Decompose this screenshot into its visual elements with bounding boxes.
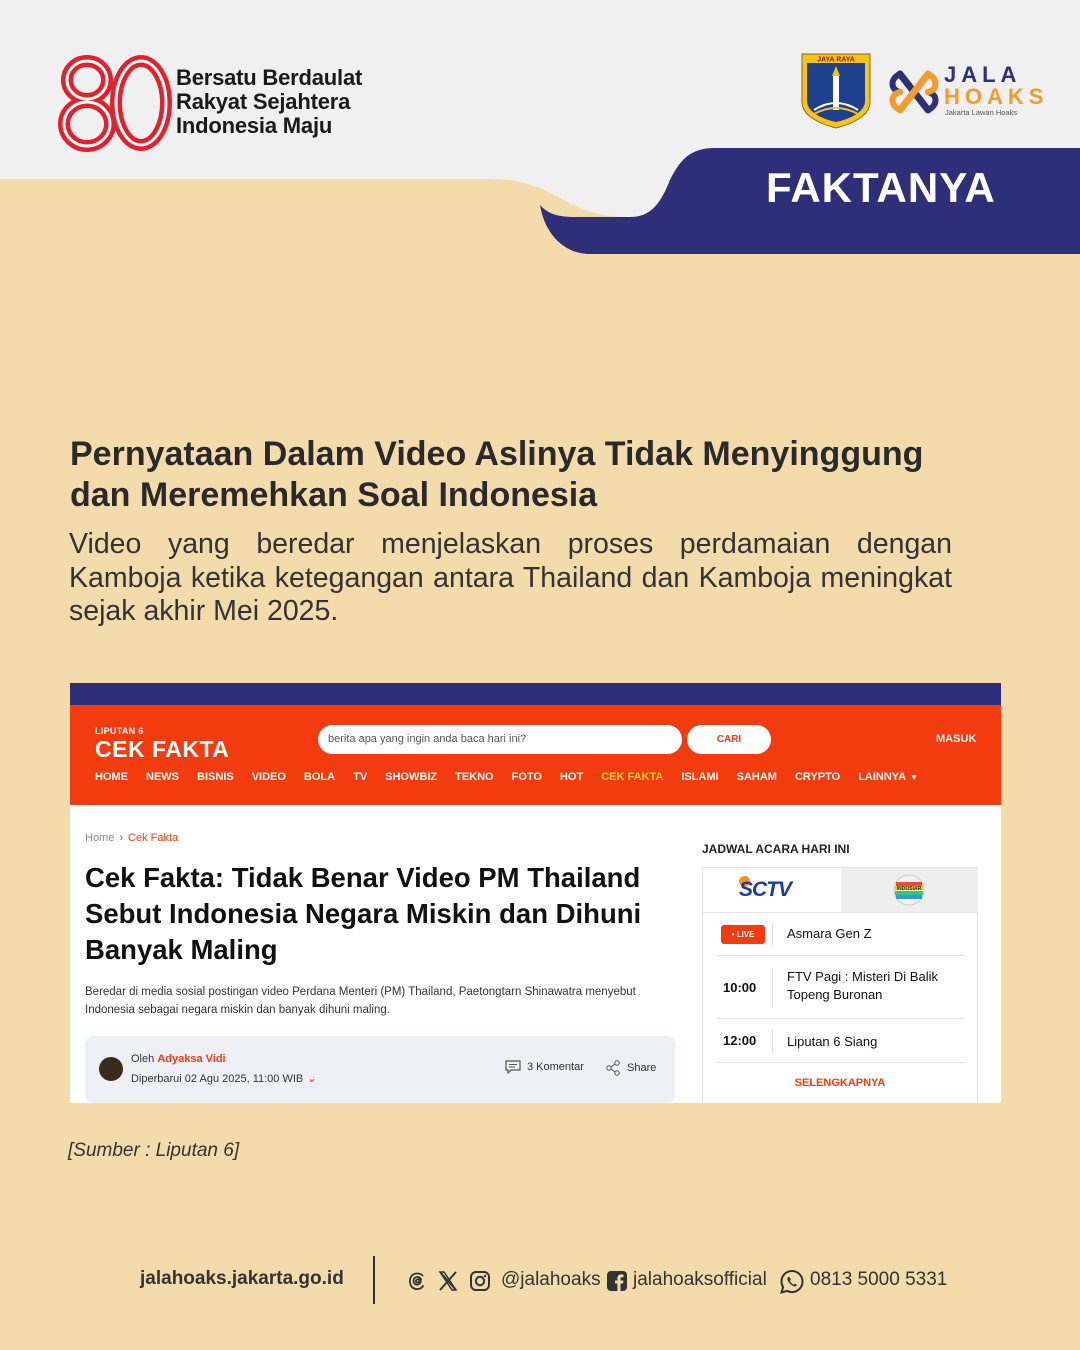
anniversary-80-logo: [58, 54, 172, 152]
schedule-time: 10:00: [723, 980, 757, 995]
menu-item-home[interactable]: HOME: [95, 771, 128, 783]
live-badge: • LIVE: [721, 925, 765, 944]
see-more-link[interactable]: SELENGKAPNYA: [794, 1077, 886, 1089]
schedule-row[interactable]: [717, 1019, 965, 1063]
tab-sctv[interactable]: [703, 868, 841, 912]
cek-fakta-logo[interactable]: CEK FAKTA: [95, 736, 230, 762]
row-divider: [772, 1029, 773, 1053]
indosiar-logo: [892, 874, 926, 906]
jala-wordmark: JALA: [944, 62, 1022, 87]
facebook-icon[interactable]: [606, 1270, 628, 1292]
menu-item-lainnya-label: LAINNYA: [858, 771, 907, 783]
tab-indosiar[interactable]: [841, 868, 978, 912]
comments-button[interactable]: [505, 1060, 584, 1074]
whatsapp-icon[interactable]: [779, 1269, 805, 1295]
whatsapp-number[interactable]: 0813 5000 5331: [810, 1269, 948, 1290]
breadcrumb-current[interactable]: Cek Fakta: [128, 832, 179, 844]
hoaks-wordmark: HOAKS: [944, 84, 1049, 109]
updated-text: Diperbarui 02 Agu 2025, 11:00 WIB: [131, 1073, 304, 1085]
schedule-show: FTV Pagi : Misteri Di Balik Topeng Buronan: [787, 969, 938, 1002]
author-byline: [131, 1053, 226, 1065]
chevron-down-icon: ⌄: [307, 1073, 317, 1085]
search-input[interactable]: berita apa yang ingin anda baca hari ini?: [318, 725, 682, 754]
schedule-show: Liputan 6 Siang: [787, 1034, 878, 1049]
facebook-handle[interactable]: jalahoaksofficial: [633, 1269, 767, 1290]
schedule-title: JADWAL ACARA HARI INI: [702, 842, 850, 856]
fact-headline: Pernyataan Dalam Video Aslinya Tidak Menyinggung dan Meremehkan Soal Indonesia: [70, 435, 924, 514]
menu-item-saham[interactable]: SAHAM: [736, 771, 777, 783]
tagline-line-3: Indonesia Maju: [176, 113, 333, 138]
row-divider: [772, 923, 773, 945]
tagline-line-2: Rakyat Sejahtera: [176, 89, 351, 114]
source-caption: [Sumber : Liputan 6]: [68, 1140, 240, 1161]
comment-icon: [505, 1060, 521, 1074]
menu-item-foto[interactable]: FOTO: [511, 771, 542, 783]
main-menu: [95, 771, 936, 783]
indosiar-logo-text: INDOSIAR: [896, 886, 922, 892]
breadcrumb-home[interactable]: Home: [85, 832, 115, 844]
liputan6-article-screenshot: [70, 683, 1001, 1103]
author-bar: [85, 1036, 675, 1103]
menu-item-news[interactable]: NEWS: [146, 771, 179, 783]
liputan6-brand-small: LIPUTAN 6: [95, 726, 144, 736]
menu-item-bisnis[interactable]: BISNIS: [197, 771, 234, 783]
menu-item-islami[interactable]: ISLAMI: [681, 771, 719, 783]
jalahoaks-logo-icon: [886, 66, 942, 118]
menu-item-bola[interactable]: BOLA: [303, 771, 336, 783]
chevron-right-icon: ›: [119, 832, 124, 844]
schedule-time: 12:00: [723, 1033, 757, 1048]
article-title: Cek Fakta: Tidak Benar Video PM Thailand Sebut Indonesia Negara Miskin dan Dihuni Banyak Maling: [85, 862, 642, 965]
search-button[interactable]: CARI: [687, 725, 771, 754]
instagram-icon[interactable]: [469, 1270, 491, 1292]
threads-icon[interactable]: [406, 1270, 428, 1292]
share-button[interactable]: [605, 1060, 656, 1076]
liputan6-navbar: [70, 705, 1001, 805]
menu-item-video[interactable]: VIDEO: [251, 771, 286, 783]
article-lead: Beredar di media sosial postingan video Perdana Menteri (PM) Thailand, Paetongtarn Shinawatra menyebut Indonesia sebagai negara miskin dan banyak dihuni maling.: [85, 986, 636, 1016]
live-badge-text: LIVE: [736, 930, 755, 939]
share-label: Share: [627, 1062, 657, 1074]
browser-top-strip: [70, 683, 1001, 705]
faktanya-label: FAKTANYA: [766, 164, 996, 211]
breadcrumb: [85, 832, 178, 844]
chevron-down-icon: ▼: [910, 773, 919, 782]
x-twitter-icon[interactable]: [437, 1270, 459, 1292]
menu-item-crypto[interactable]: CRYPTO: [794, 771, 841, 783]
comments-count: 3 Komentar: [527, 1061, 584, 1073]
updated-timestamp[interactable]: [131, 1072, 316, 1085]
login-link[interactable]: MASUK: [936, 733, 977, 745]
menu-item-hot[interactable]: HOT: [559, 771, 584, 783]
sctv-logo: SCTV: [739, 878, 792, 901]
fact-description: Video yang beredar menjelaskan proses perdamaian dengan Kamboja ketika ketegangan antara Thailand dan Kamboja meningkat sejak akhir Mei 2025.: [69, 528, 952, 627]
schedule-row[interactable]: [717, 913, 965, 956]
schedule-list: [702, 913, 978, 1103]
channel-tabs: [702, 867, 978, 913]
jalahoaks-tagline: Jakarta Lawan Hoaks: [945, 108, 1018, 117]
row-divider: [772, 968, 773, 1008]
schedule-show: Asmara Gen Z: [787, 926, 872, 941]
jakarta-crest-logo: [800, 52, 872, 130]
menu-item-showbiz[interactable]: SHOWBIZ: [385, 771, 438, 783]
menu-item-tekno[interactable]: TEKNO: [455, 771, 494, 783]
schedule-row[interactable]: [717, 956, 965, 1019]
footer-website[interactable]: jalahoaks.jakarta.go.id: [140, 1268, 344, 1289]
social-handle[interactable]: @jalahoaks: [501, 1269, 601, 1290]
svg-text:JAYA RAYA: JAYA RAYA: [817, 56, 855, 64]
author-name[interactable]: Adyaksa Vidi: [157, 1053, 226, 1065]
share-icon: [605, 1060, 621, 1076]
menu-item-lainnya[interactable]: [858, 771, 918, 783]
tagline-line-1: Bersatu Berdaulat: [176, 65, 363, 90]
author-prefix: Oleh: [131, 1053, 155, 1065]
menu-item-cek-fakta[interactable]: CEK FAKTA: [601, 771, 664, 783]
footer-divider: [373, 1256, 375, 1304]
menu-item-tv[interactable]: TV: [353, 771, 368, 783]
anniversary-tagline: [176, 66, 362, 138]
avatar: [99, 1057, 123, 1081]
